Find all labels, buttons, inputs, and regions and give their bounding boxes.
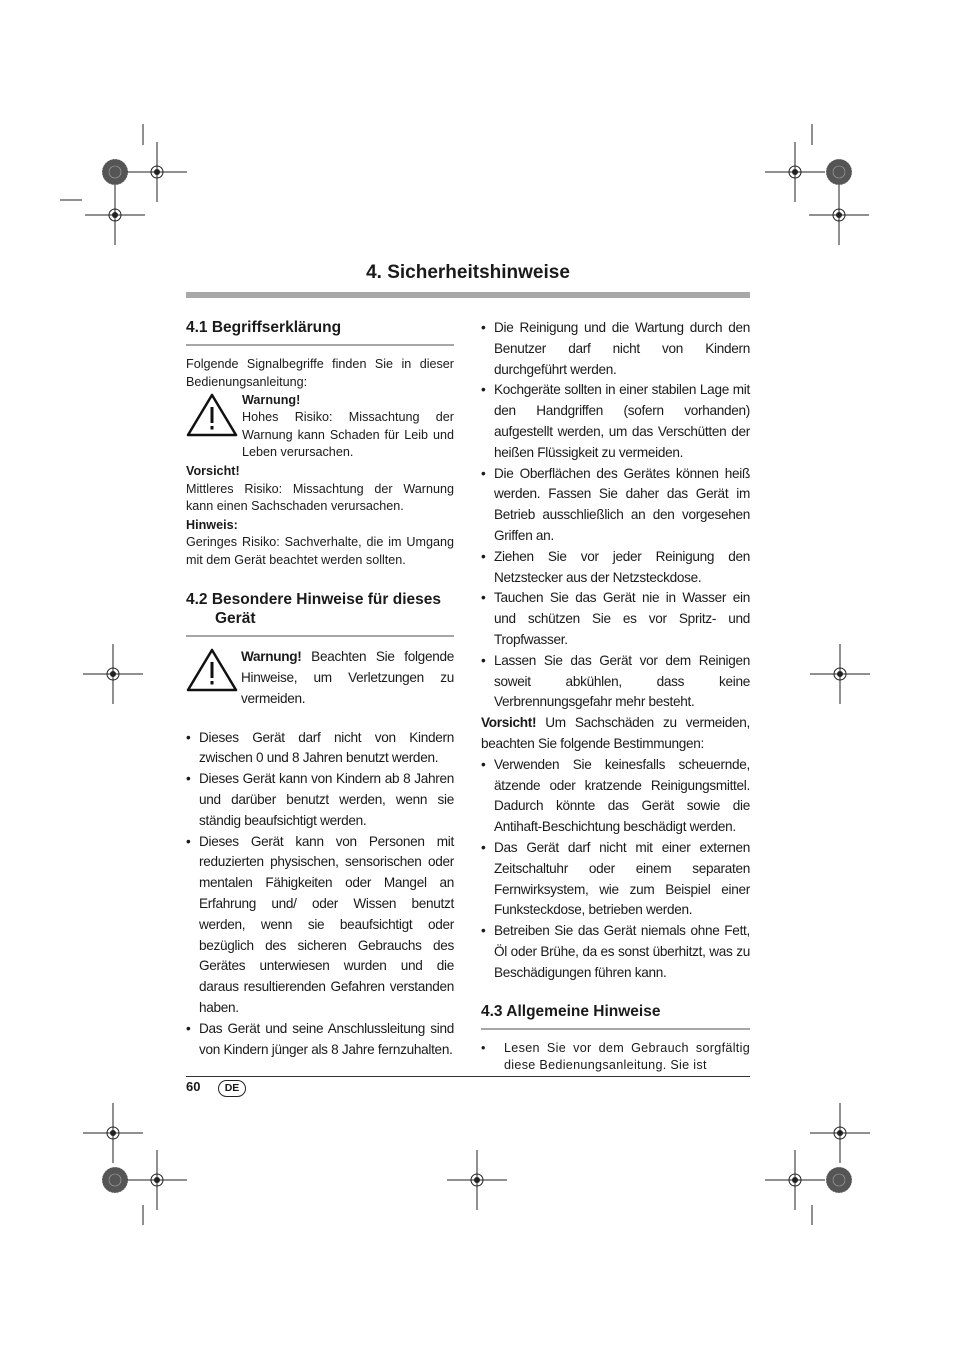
- bullet-list: [481, 755, 750, 984]
- list-item: • Dieses Gerät kann von Kindern ab 8 Jahren und darüber benutzt werden, wenn sie ständig beaufsichtigt werden.: [186, 769, 454, 831]
- bullet-list: [186, 728, 454, 1061]
- warning-definition: [186, 392, 454, 462]
- warning-text: Hohes Risiko: Missachtung der Warnung kann Schaden für Leib und Leben verursachen.: [242, 410, 454, 460]
- right-column: [481, 318, 750, 1075]
- list-item: • Das Gerät darf nicht mit einer externen Zeitschaltuhr oder einem separaten Fernwirksystem, wie zum Beispiel einer Funksteckdose, betrieben werden.: [481, 838, 750, 921]
- list-item: • Verwenden Sie keinesfalls scheuernde, ätzende oder kratzende Reinigungsmittel. Dadurch könnte das Gerät sowie die Antihaft-Beschichtung beschädigt werden.: [481, 755, 750, 838]
- warning-box-label: Warnung!: [241, 649, 302, 665]
- warning-box: [186, 647, 454, 709]
- list-item: • Kochgeräte sollten in einer stabilen Lage mit den Handgriffen (sofern vorhanden) aufgestellt werden, um das Verschütten der heißen Flüssigkeit zu vermeiden.: [481, 380, 750, 463]
- note-text: Geringes Risiko: Sachverhalte, die im Umgang mit dem Gerät beachtet werden sollten.: [186, 535, 454, 567]
- page-title: 4. Sicherheitshinweise: [366, 262, 570, 283]
- list-item: • Tauchen Sie das Gerät nie in Wasser ein und schützen Sie es vor Spritz- und Tropfwasser.: [481, 588, 750, 650]
- intro-text: Folgende Signalbegriffe finden Sie in dieser Bedienungsanleitung:: [186, 357, 454, 389]
- list-item: • Ziehen Sie vor jeder Reinigung den Netzstecker aus der Netzsteckdose.: [481, 547, 750, 589]
- bullet-list: [481, 318, 750, 713]
- section-heading-4-2: 4.2 Besondere Hinweise für dieses Gerät: [186, 590, 454, 638]
- warning-label: Warnung!: [242, 392, 301, 407]
- list-item: • Lassen Sie das Gerät vor dem Reinigen soweit abkühlen, dass keine Verbrennungsgefahr mehr besteht.: [481, 651, 750, 713]
- list-item: • Die Oberflächen des Gerätes können heiß werden. Fassen Sie daher das Gerät im Betrieb ausschließlich an den vorgesehen Griffen an.: [481, 464, 750, 547]
- title-rule: [186, 292, 750, 298]
- section-heading-4-1: 4.1 Begriffserklärung: [186, 318, 454, 346]
- list-item: • Dieses Gerät kann von Personen mit reduzierten physischen, sensorischen oder mentalen Fähigkeiten oder Mangel an Erfahrung und/ oder Wissen benutzt werden, wenn sie beaufsichtigt oder bezüglich des sicheren Gebrauchs des Gerätes unterwiesen wurden und die daraus resultierenden Gefahren verstanden haben.: [186, 832, 454, 1019]
- list-item: • Dieses Gerät darf nicht von Kindern zwischen 0 und 8 Jahren benutzt werden.: [186, 728, 454, 770]
- warning-box-sentence: Beachten Sie folgende Hinweise, um Verletzungen zu vermeiden.: [241, 649, 454, 706]
- caution-paragraph: [481, 713, 750, 755]
- list-item: • Betreiben Sie das Gerät niemals ohne Fett, Öl oder Brühe, da es sonst überhitzt, was zu Beschädigungen führen kann.: [481, 921, 750, 983]
- bullet-list: [481, 1040, 750, 1075]
- list-item: • Die Reinigung und die Wartung durch den Benutzer darf nicht von Kindern durchgeführt werden.: [481, 318, 750, 380]
- page-number: 60: [186, 1079, 201, 1094]
- section-heading-4-3: 4.3 Allgemeine Hinweise: [481, 1002, 750, 1030]
- caution-text: Mittleres Risiko: Missachtung der Warnung kann einen Sachschaden verursachen.: [186, 481, 454, 514]
- list-item: • Das Gerät und seine Anschlussleitung sind von Kindern jünger als 8 Jahre fernzuhalten.: [186, 1019, 454, 1061]
- caution-text: Um Sachschäden zu vermeiden, beachten Sie folgende Bestimmungen:: [481, 715, 750, 751]
- left-column: [186, 318, 454, 1060]
- warning-box-text: [241, 647, 454, 709]
- note-label: Hinweis:: [186, 517, 238, 532]
- warning-triangle-icon: [186, 647, 238, 693]
- warning-triangle-icon: [186, 392, 238, 438]
- caution-label: Vorsicht!: [481, 715, 537, 731]
- language-badge: DE: [218, 1080, 246, 1097]
- caution-label: Vorsicht!: [186, 463, 240, 478]
- footer-rule: [186, 1076, 750, 1077]
- list-item: • Lesen Sie vor dem Gebrauch sorgfältig diese Bedienungsanleitung. Sie ist: [481, 1040, 750, 1075]
